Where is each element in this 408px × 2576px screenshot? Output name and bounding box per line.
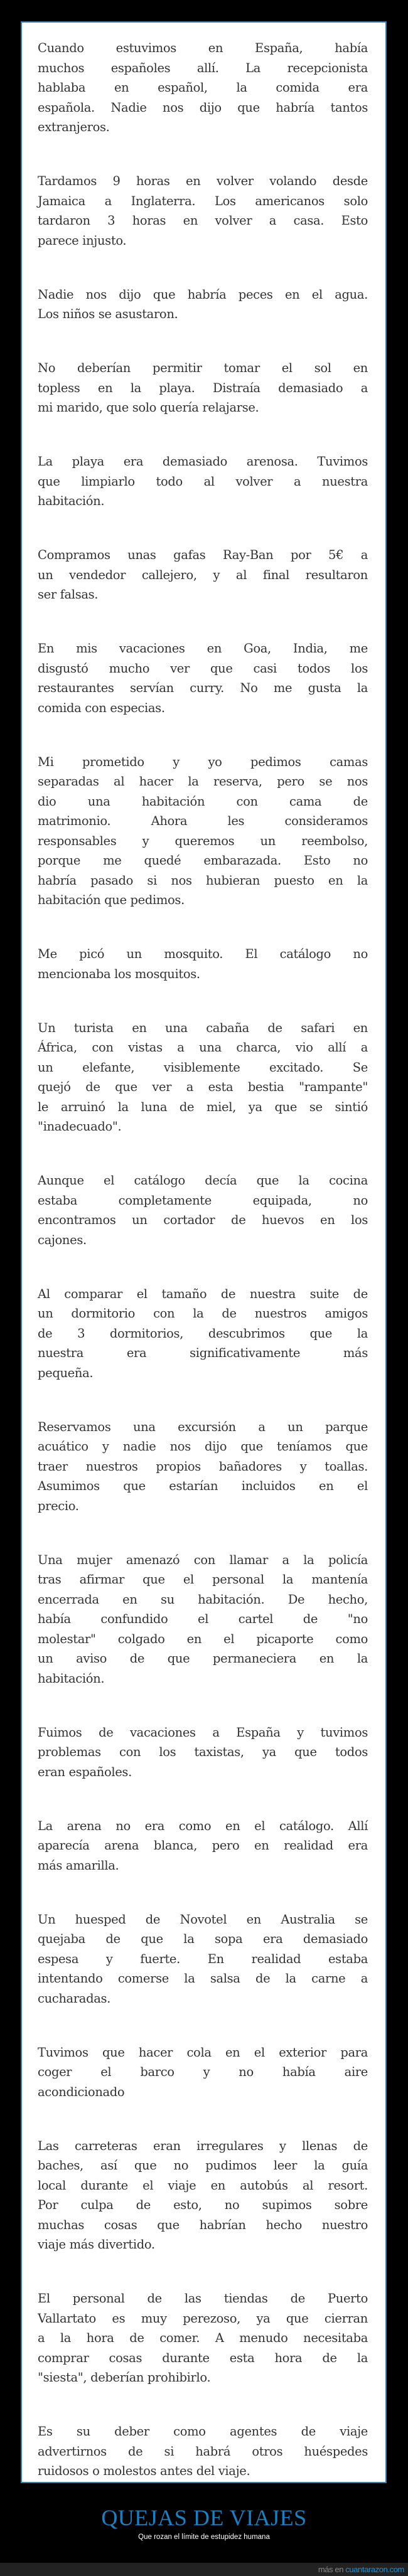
paragraph-line: comida con especias. xyxy=(38,700,165,715)
paragraph-line: problemas con los taxistas, ya que todos xyxy=(38,1745,368,1759)
complaint-paragraph xyxy=(38,944,368,984)
more-label: más en xyxy=(318,2565,346,2574)
paragraph-line: un elefante, visiblemente excitado. Se xyxy=(38,1060,368,1075)
complaint-paragraph xyxy=(38,38,368,137)
paragraph-line: muchos españoles allí. La recepcionista xyxy=(38,60,368,75)
paragraph-line: nuestra era significativamente más xyxy=(38,1346,368,1360)
paragraph-line: ruidosos o molestos antes del viaje. xyxy=(38,2464,250,2478)
paragraph-line: cucharadas. xyxy=(38,1991,110,2006)
complaint-paragraph xyxy=(38,752,368,910)
complaint-paragraph xyxy=(38,1910,368,2009)
paragraph-line: más amarilla. xyxy=(38,1858,119,1873)
paragraph-line: Nadie nos dijo que habría peces en el agua. xyxy=(38,287,368,302)
paragraph-line: ser falsas. xyxy=(38,587,99,602)
paragraph-line: habría pasado si nos hubieran puesto en la xyxy=(38,873,368,888)
complaint-paragraph xyxy=(38,2136,368,2255)
complaint-paragraph xyxy=(38,1550,368,1689)
paragraph-line: Asumimos que estarían incluidos en el xyxy=(38,1479,368,1493)
complaint-paragraph xyxy=(38,1723,368,1782)
paragraph-line: acuático y nadie nos dijo que teníamos que xyxy=(38,1439,368,1454)
paragraph-line: a la hora de comer. A menudo necesitaba xyxy=(38,2331,368,2345)
paragraph-line: de 3 dormitorios, descubrimos que la xyxy=(38,1326,368,1341)
paragraph-line: "siesta", deberían prohibirlo. xyxy=(38,2370,211,2385)
paragraph-line: encontramos un cortador de huevos en los xyxy=(38,1213,368,1227)
paragraph-line: No deberían permitir tomar el sol en xyxy=(38,361,368,375)
complaint-paragraph xyxy=(38,452,368,511)
paragraph-line: encerrada en su habitación. De hecho, xyxy=(38,1592,368,1607)
paragraph-line: aparecía arena blanca, pero en realidad era xyxy=(38,1838,368,1853)
paragraph-line: estaba completamente equipada, no xyxy=(38,1193,368,1208)
paragraph-line: La arena no era como en el catálogo. Allí xyxy=(38,1818,368,1833)
paragraph-line: le arruinó la luna de miel, ya que se sintió xyxy=(38,1099,368,1114)
paragraph-line: tras afirmar que el personal la mantenía xyxy=(38,1572,368,1587)
paragraph-line: Es su deber como agentes de viaje xyxy=(38,2424,368,2439)
paragraph-line: separadas al hacer la reserva, pero se nos xyxy=(38,774,368,789)
paragraph-line: cajones. xyxy=(38,1232,87,1247)
paragraph-line: porque me quedé embarazada. Esto no xyxy=(38,853,368,868)
paragraph-line: espesa y fuerte. En realidad estaba xyxy=(38,1951,368,1966)
complaint-paragraph xyxy=(38,285,368,324)
complaint-paragraph xyxy=(38,639,368,718)
paragraph-line: intentando comerse la salsa de la carne a xyxy=(38,1971,368,1986)
paragraph-line: Compramos unas gafas Ray-Ban por 5€ a xyxy=(38,548,368,562)
paragraph-line: española. Nadie nos dijo que habría tantos xyxy=(38,100,368,115)
paragraph-line: habitación. xyxy=(38,1671,105,1686)
source-bar xyxy=(0,2563,408,2576)
paragraph-line: advertirnos de si habrá otros huéspedes xyxy=(38,2444,368,2459)
paragraph-line: quejó de que ver a esta bestia "rampante" xyxy=(38,1080,368,1094)
paragraph-line: habitación. xyxy=(38,494,105,508)
paragraph-line: La playa era demasiado arenosa. Tuvimos xyxy=(38,454,368,469)
paragraph-line: Cuando estuvimos en España, había xyxy=(38,41,368,55)
paragraph-line: restaurantes servían curry. No me gusta la xyxy=(38,681,368,695)
paragraph-line: Por culpa de esto, no supimos sobre xyxy=(38,2198,368,2212)
complaint-paragraph xyxy=(38,1816,368,1876)
paragraph-line: mencionaba los mosquitos. xyxy=(38,966,200,981)
paragraph-line: Las carreteras eran irregulares y llenas de xyxy=(38,2138,368,2153)
complaint-paragraph xyxy=(38,2043,368,2102)
paragraph-line: disgustó mucho ver que casi todos los xyxy=(38,661,368,676)
paragraph-line: pequeña. xyxy=(38,1365,94,1380)
complaint-paragraph xyxy=(38,1171,368,1250)
paragraph-line: responsables y queremos un reembolso, xyxy=(38,833,368,848)
paragraph-line: había confundido el cartel de "no xyxy=(38,1612,368,1626)
paragraph-line: Vallartato es muy perezoso, ya que cierran xyxy=(38,2311,368,2326)
post-subtitle: Que rozan el límite de estupidez humana xyxy=(138,2533,270,2541)
paragraph-line: Me picó un mosquito. El catálogo no xyxy=(38,947,368,961)
paragraph-line: Tuvimos que hacer cola en el exterior para xyxy=(38,2045,368,2060)
paragraph-line: viaje más divertido. xyxy=(38,2237,155,2252)
paragraph-line: un aviso de que permaneciera en la xyxy=(38,1651,368,1666)
complaints-panel xyxy=(21,21,387,2483)
paragraph-line: El personal de las tiendas de Puerto xyxy=(38,2291,368,2306)
complaint-paragraph xyxy=(38,1018,368,1137)
paragraph-line: Los niños se asustaron. xyxy=(38,307,178,321)
paragraph-line: Una mujer amenazó con llamar a la policía xyxy=(38,1552,368,1567)
paragraph-line: un dormitorio con la de nuestros amigos xyxy=(38,1306,368,1321)
paragraph-line: Tardamos 9 horas en volver volando desde xyxy=(38,174,368,188)
paragraph-line: mi marido, que solo quería relajarse. xyxy=(38,400,259,415)
complaint-paragraph xyxy=(38,171,368,250)
paragraph-line: que limpiarlo todo al volver a nuestra xyxy=(38,474,368,489)
paragraph-line: muchas cosas que habrían hecho nuestro xyxy=(38,2217,368,2232)
paragraph-line: Un huesped de Novotel en Australia se xyxy=(38,1912,368,1927)
complaint-paragraph xyxy=(38,358,368,418)
paragraph-line: baches, así que no pudimos leer la guía xyxy=(38,2158,368,2173)
paragraph-line: Un turista en una cabaña de safari en xyxy=(38,1020,368,1035)
paragraph-line: Fuimos de vacaciones a España y tuvimos xyxy=(38,1725,368,1740)
paragraph-line: En mis vacaciones en Goa, India, me xyxy=(38,641,368,656)
complaint-paragraph xyxy=(38,1284,368,1383)
paragraph-line: matrimonio. Ahora les consideramos xyxy=(38,814,368,828)
paragraph-line: Aunque el catálogo decía que la cocina xyxy=(38,1173,368,1188)
complaint-paragraph xyxy=(38,2289,368,2388)
paragraph-line: hablaba en español, la comida era xyxy=(38,80,368,95)
paragraph-line: local durante el viaje en autobús al resort. xyxy=(38,2178,368,2193)
paragraph-line: comprar cosas durante esta hora de la xyxy=(38,2350,368,2365)
complaint-paragraph xyxy=(38,2422,368,2481)
paragraph-line: topless en la playa. Distraía demasiado a xyxy=(38,380,368,395)
paragraph-line: molestar" colgado en el picaporte como xyxy=(38,1631,368,1646)
paragraph-line: parece injusto. xyxy=(38,233,127,248)
paragraph-line: Reservamos una excursión a un parque xyxy=(38,1419,368,1434)
post-title: QUEJAS DE VIAJES xyxy=(101,2505,307,2530)
paragraph-line: traer nuestros propios bañadores y toallas. xyxy=(38,1459,368,1474)
paragraph-line: "inadecuado". xyxy=(38,1119,122,1134)
complaint-paragraph xyxy=(38,1417,368,1516)
paragraph-line: precio. xyxy=(38,1498,79,1513)
paragraph-line: habitación que pedimos. xyxy=(38,893,185,907)
paragraph-line: Mi prometido y yo pedimos camas xyxy=(38,754,368,769)
paragraph-line: quejaba de que la sopa era demasiado xyxy=(38,1932,368,1946)
paragraph-line: acondicionado xyxy=(38,2084,125,2099)
paragraph-line: extranjeros. xyxy=(38,120,110,134)
site-link[interactable]: cuantarazon.com xyxy=(345,2565,404,2574)
paragraph-line: dio una habitación con cama de xyxy=(38,794,368,809)
paragraph-line: Al comparar el tamaño de nuestra suite de xyxy=(38,1286,368,1301)
complaint-paragraph xyxy=(38,545,368,605)
paragraph-line: un vendedor callejero, y al final resultaron xyxy=(38,567,368,582)
paragraph-line: eran españoles. xyxy=(38,1764,132,1779)
paragraph-line: coger el barco y no había aire xyxy=(38,2065,368,2079)
paragraph-line: Jamaica a Inglaterra. Los americanos solo xyxy=(38,193,368,208)
paragraph-line: África, con vistas a una charca, vio allí a xyxy=(38,1040,368,1055)
paragraph-line: tardaron 3 horas en volver a casa. Esto xyxy=(38,213,368,228)
